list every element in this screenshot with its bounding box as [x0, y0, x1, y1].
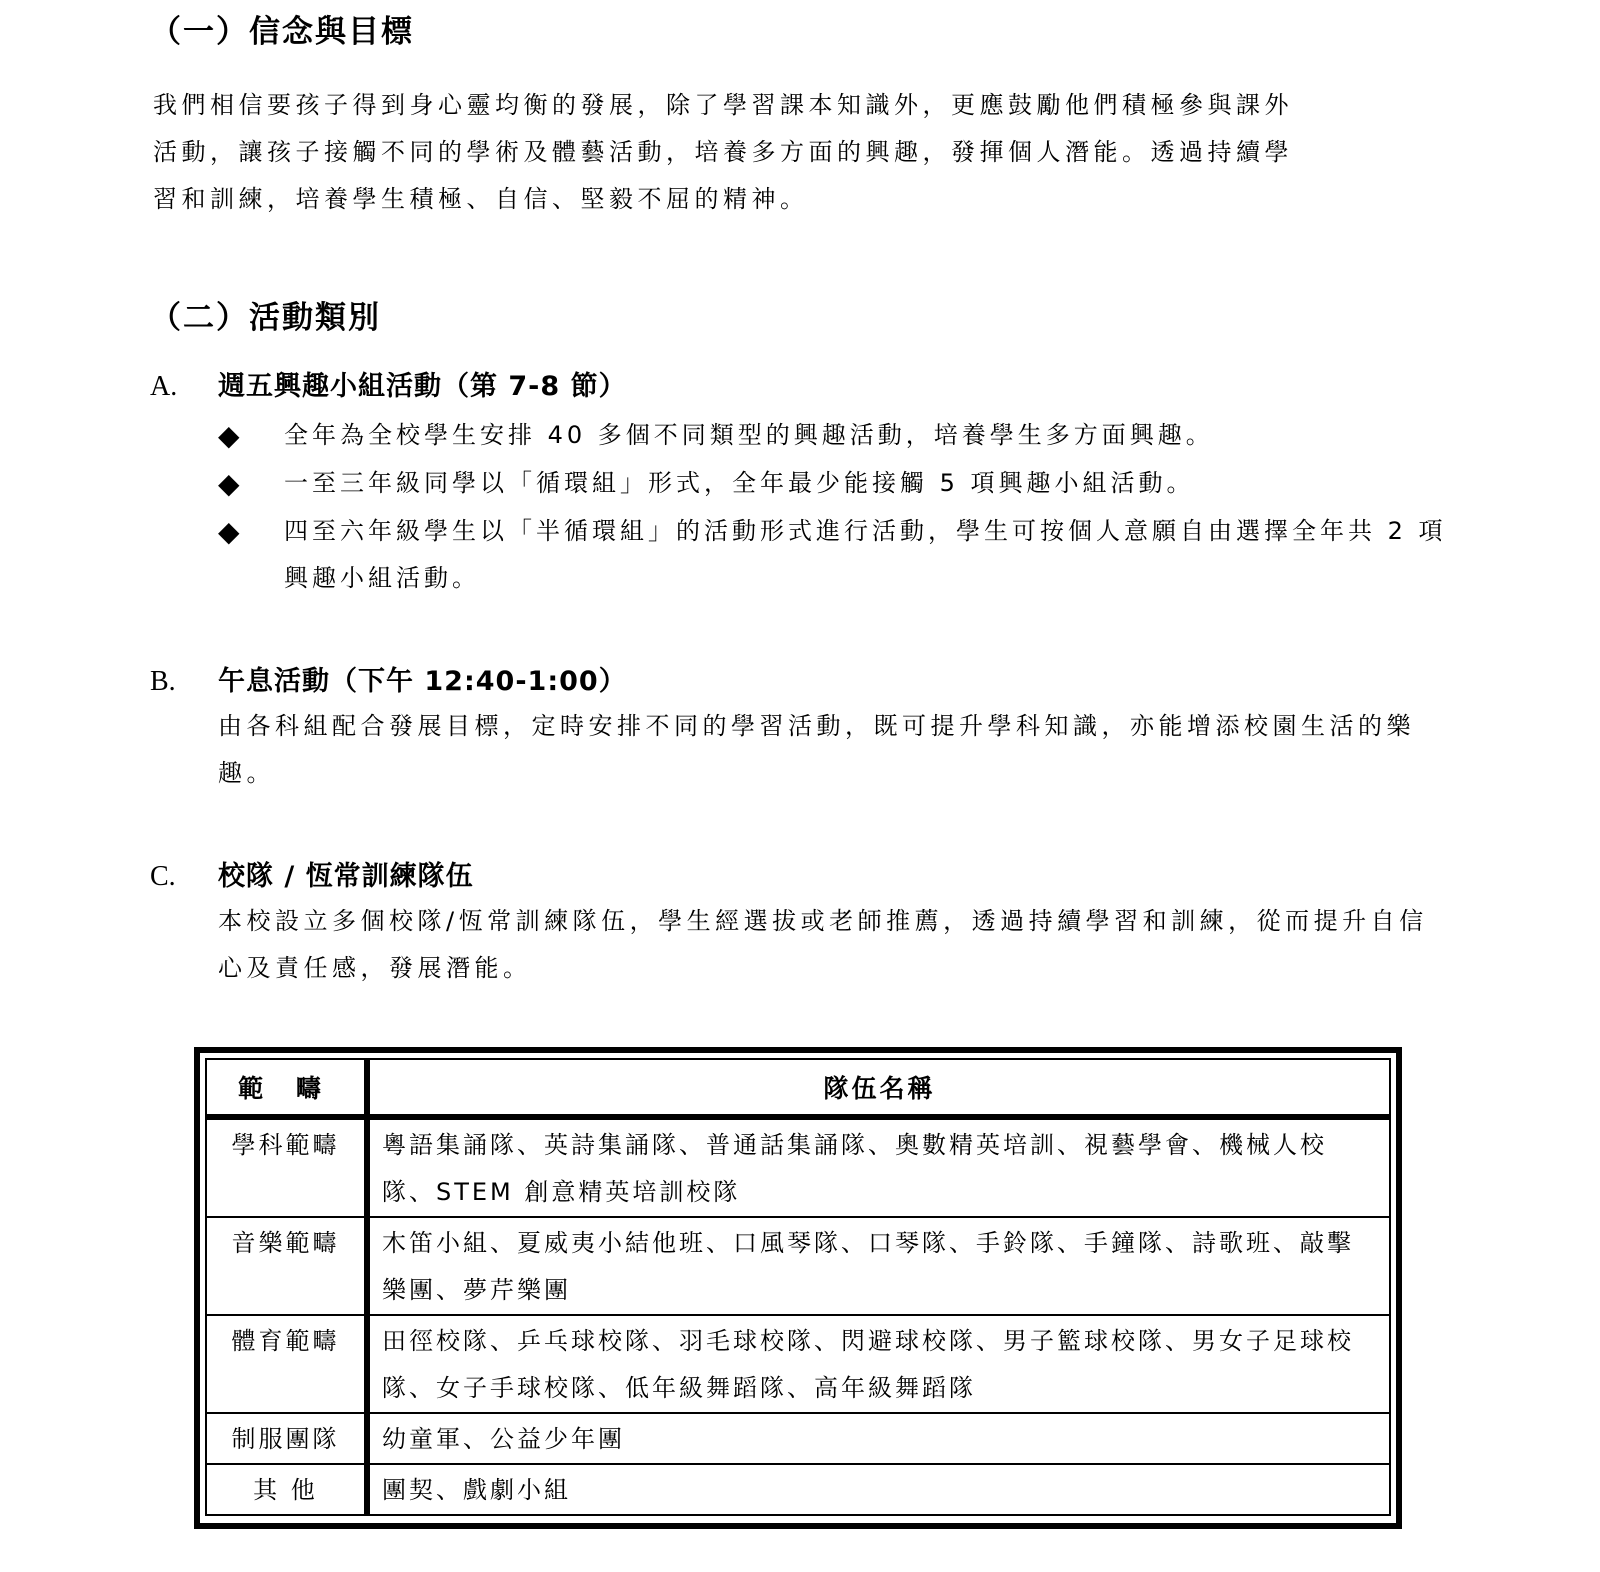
subsection-c-letter: C.	[150, 861, 176, 892]
section-1-heading: （一）信念與目標	[150, 14, 414, 50]
header-team-names: 隊伍名稱	[367, 1059, 1390, 1117]
category-cell: 其 他	[206, 1464, 367, 1515]
category-cell: 學科範疇	[206, 1117, 367, 1217]
teams-cell: 粵語集誦隊、英詩集誦隊、普通話集誦隊、奧數精英培訓、視藝學會、機械人校隊、STEM 創意精英培訓校隊	[367, 1117, 1390, 1217]
subsection-a-title: 週五興趣小組活動（第 7-8 節）	[218, 371, 627, 402]
bullet-item	[218, 508, 1448, 602]
section-1-paragraph	[153, 82, 1443, 223]
category-cell: 音樂範疇	[206, 1217, 367, 1315]
diamond-bullet-icon: ◆	[218, 515, 240, 548]
teams-cell: 團契、戲劇小組	[367, 1464, 1390, 1515]
section-2-heading: （二）活動類別	[150, 300, 381, 336]
category-cell: 體育範疇	[206, 1315, 367, 1413]
table-row	[206, 1315, 1390, 1413]
table-row	[206, 1464, 1390, 1515]
paragraph-line: 習和訓練，培養學生積極、自信、堅毅不屈的精神。	[153, 185, 809, 213]
teams-cell: 幼童軍、公益少年團	[367, 1413, 1390, 1464]
table-row	[206, 1217, 1390, 1315]
category-cell: 制服團隊	[206, 1413, 367, 1464]
subsection-b-text: 由各科組配合發展目標，定時安排不同的學習活動，既可提升學科知識，亦能增添校園生活的樂趣。	[218, 712, 1415, 787]
subsection-b-letter: B.	[150, 666, 176, 697]
bullet-item	[218, 460, 1448, 507]
subsection-b-title: 午息活動（下午 12:40-1:00）	[218, 666, 627, 697]
bullet-item	[218, 412, 1448, 459]
paragraph-line: 活動，讓孩子接觸不同的學術及體藝活動，培養多方面的興趣，發揮個人潛能。透過持續學	[153, 138, 1293, 166]
table-row	[206, 1117, 1390, 1217]
table-header-row	[206, 1059, 1390, 1117]
diamond-bullet-icon: ◆	[218, 419, 240, 452]
bullet-text: 全年為全校學生安排 40 多個不同類型的興趣活動，培養學生多方面興趣。	[284, 421, 1214, 449]
teams-cell: 田徑校隊、乒乓球校隊、羽毛球校隊、閃避球校隊、男子籃球校隊、男女子足球校隊、女子手球校隊、低年級舞蹈隊、高年級舞蹈隊	[367, 1315, 1390, 1413]
header-category: 範 疇	[206, 1059, 367, 1117]
subsection-c-text: 本校設立多個校隊/恆常訓練隊伍，學生經選拔或老師推薦，透過持續學習和訓練，從而提升自信心及責任感，發展潛能。	[218, 907, 1428, 982]
bullet-text: 四至六年級學生以「半循環組」的活動形式進行活動，學生可按個人意願自由選擇全年共 2 項興趣小組活動。	[284, 517, 1447, 592]
bullet-text: 一至三年級同學以「循環組」形式，全年最少能接觸 5 項興趣小組活動。	[284, 469, 1195, 497]
teams-table	[205, 1058, 1391, 1516]
subsection-c-title: 校隊 / 恆常訓練隊伍	[218, 861, 474, 892]
diamond-bullet-icon: ◆	[218, 467, 240, 500]
paragraph-line: 我們相信要孩子得到身心靈均衡的發展，除了學習課本知識外，更應鼓勵他們積極參與課外	[153, 91, 1293, 119]
teams-cell: 木笛小組、夏威夷小結他班、口風琴隊、口琴隊、手鈴隊、手鐘隊、詩歌班、敲擊樂團、夢芹樂團	[367, 1217, 1390, 1315]
subsection-a-letter: A.	[150, 371, 178, 402]
teams-table-frame	[194, 1047, 1402, 1529]
table-row	[206, 1413, 1390, 1464]
